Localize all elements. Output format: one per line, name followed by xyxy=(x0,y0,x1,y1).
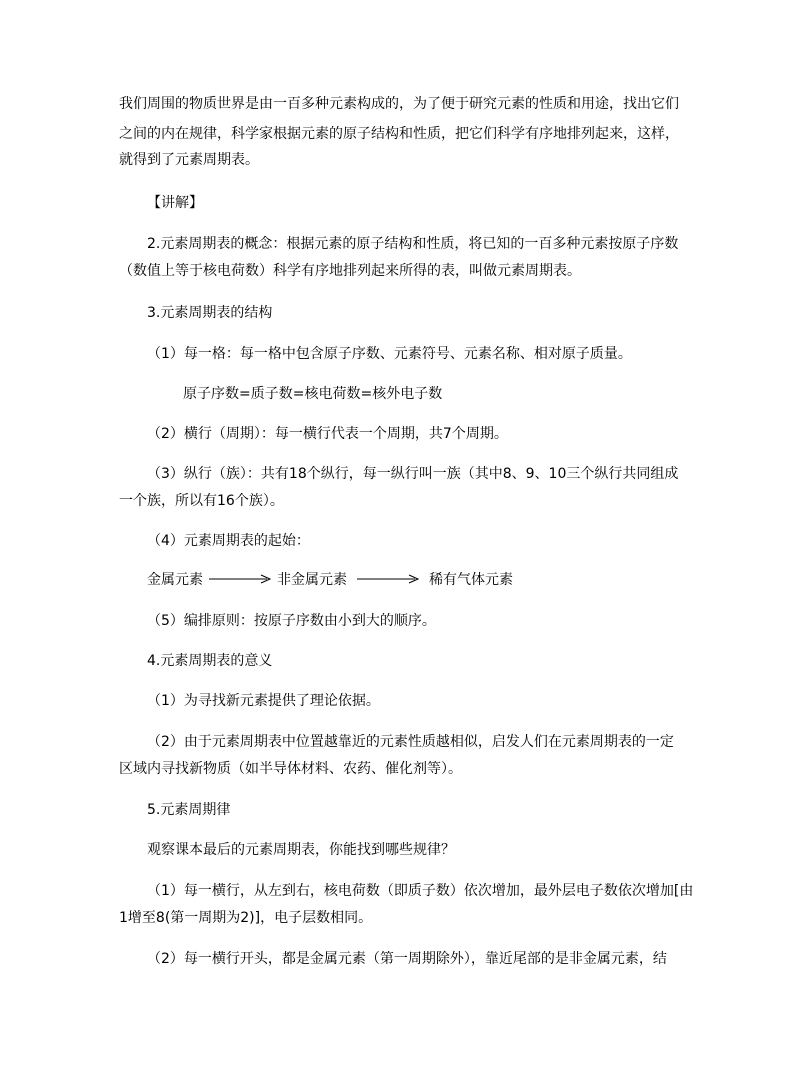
intro-line-3: 就得到了元素周期表。 xyxy=(119,152,259,168)
law-item-2-line-1: （2）每一横行开头，都是金属元素（第一周期除外），靠近尾部的是非金属元素，结 xyxy=(147,951,667,967)
structure-item-3-line-2: 一个族，所以有16个族）。 xyxy=(119,493,284,509)
meaning-title: 4.元素周期表的意义 xyxy=(147,653,273,669)
intro-line-1: 我们周围的物质世界是由一百多种元素构成的，为了便于研究元素的性质和用途，找出它们 xyxy=(119,96,679,112)
intro-line-2: 之间的内在规律，科学家根据元素的原子结构和性质，把它们科学有序地排列起来，这样， xyxy=(119,126,679,142)
structure-title: 3.元素周期表的结构 xyxy=(147,305,273,321)
law-question: 观察课本最后的元素周期表，你能找到哪些规律？ xyxy=(147,842,455,858)
element-order-flow xyxy=(147,566,513,592)
meaning-item-2-line-1: （2）由于元素周期表中位置越靠近的元素性质越相似，启发人们在元素周期表的一定 xyxy=(147,734,674,750)
law-item-1-line-1: （1）每一横行，从左到右，核电荷数（即质子数）依次增加，最外层电子数依次增加[由 xyxy=(147,883,694,899)
right-arrow-icon xyxy=(357,573,419,585)
structure-item-5: （5）编排原则：按原子序数由小到大的顺序。 xyxy=(147,613,436,629)
flow-metal: 金属元素 xyxy=(147,572,203,588)
structure-item-2: （2）横行（周期）：每一横行代表一个周期，共7个周期。 xyxy=(147,426,508,442)
formula-line: 原子序数=质子数=核电荷数=核外电子数 xyxy=(183,386,443,402)
structure-item-3-line-1: （3）纵行（族）：共有18个纵行，每一纵行叫一族（其中8、9、10三个纵行共同组成 xyxy=(147,466,679,482)
flow-noble: 稀有气体元素 xyxy=(429,572,513,588)
flow-nonmetal: 非金属元素 xyxy=(277,572,347,588)
concept-line-2: （数值上等于核电荷数）科学有序地排列起来所得的表，叫做元素周期表。 xyxy=(119,263,581,279)
law-item-1-line-2: 1增至8(第一周期为2)]，电子层数相同。 xyxy=(119,910,373,926)
right-arrow-icon xyxy=(209,573,271,585)
structure-item-4: （4）元素周期表的起始： xyxy=(147,533,310,549)
meaning-item-2-line-2: 区域内寻找新物质（如半导体材料、农药、催化剂等）。 xyxy=(119,761,462,777)
law-title: 5.元素周期律 xyxy=(147,802,231,818)
concept-line-1: 2.元素周期表的概念：根据元素的原子结构和性质，将已知的一百多种元素按原子序数 xyxy=(147,236,679,252)
heading-explain: 【讲解】 xyxy=(147,195,203,211)
meaning-item-1: （1）为寻找新元素提供了理论依据。 xyxy=(147,693,380,709)
structure-item-1: （1）每一格：每一格中包含原子序数、元素符号、元素名称、相对原子质量。 xyxy=(147,346,632,362)
